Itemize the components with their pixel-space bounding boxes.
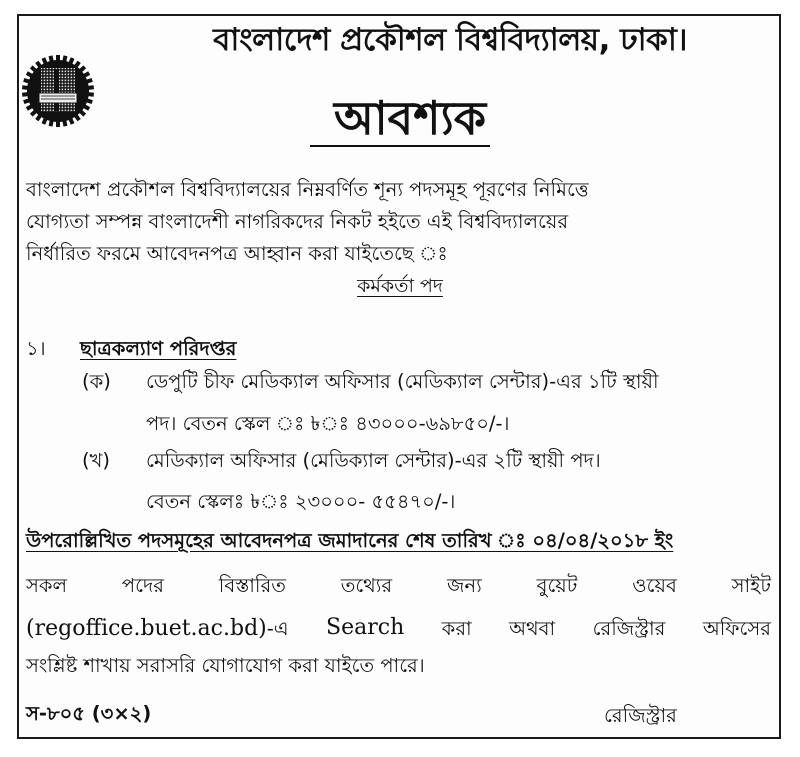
intro-line-2: যোগ্যতা সম্পন্ন বাংলাদেশী নাগরিকদের নিকট হইতে এই বিশ্ববিদ্যালয়ের [26,210,569,233]
signatory: রেজিস্ট্রার [604,704,677,727]
headline-underline [310,145,490,147]
department-name: ছাত্রকল্যাণ পরিদপ্তর [80,337,237,360]
intro-line-1: বাংলাদেশ প্রকৌশল বিশ্ববিদ্যালয়ের নিম্নবর্ণিত শূন্য পদসমূহ পূরণের নিমিত্তে [26,178,589,201]
details-word: বুয়েট [536,574,578,597]
deadline-notice: উপরোল্লিখিত পদসমূহের আবেদনপত্র জমাদানের শেষ তারিখ ঃ ০৪/০৪/২০১৮ ইং [26,529,674,552]
details-line-3: সংশ্লিষ্ট শাখায় সরাসরি যোগাযোগ করা যাইতে পারে। [26,654,425,677]
reference-number: স-৮০৫ (৩×২) [26,702,152,725]
details-word: অফিসের [702,617,771,640]
details-word: রেজিস্ট্রার [592,617,666,640]
website-reference [26,615,289,647]
department-number: ১। [26,337,46,360]
website-suffix: -এ [266,617,289,640]
details-line-1 [26,572,771,604]
position-a-line-1: ডেপুটি চীফ মেডিক্যাল অফিসার (মেডিক্যাল সেন্টার)-এর ১টি স্থায়ী [146,370,659,393]
position-a-line-2: পদ। বেতন স্কেল ঃ ৳ঃ ৪৩০০০-৬৯৮৫০/-। [146,412,510,435]
intro-line-3: নির্ধারিত ফরমে আবেদনপত্র আহ্বান করা যাইতেছে ঃ [26,242,448,265]
headline-wanted: আবশ্যক [334,91,486,145]
section-title-text: কর্মকর্তা পদ [357,275,443,297]
details-line-2 [26,615,771,647]
details-word: অথবা [509,617,556,640]
details-word: বিস্তারিত [218,574,286,597]
details-word: করা [441,617,472,640]
section-title [0,272,800,304]
details-word: তথ্যের [340,574,393,597]
website-url: (regoffice.buet.ac.bd) [26,616,267,641]
details-word: জন্য [447,574,482,597]
search-word: Search [326,615,405,640]
details-word: সাইট [731,574,771,597]
details-word: ওয়েব [632,574,677,597]
position-b-marker: (খ) [82,449,111,472]
position-b-line-2: বেতন স্কেলঃ ৳ঃ ২৩০০০- ৫৫৪৭০/-। [146,490,456,513]
details-word: পদের [121,574,164,597]
details-word: সকল [26,574,68,597]
position-a-marker: (ক) [82,370,111,393]
position-b-line-1: মেডিক্যাল অফিসার (মেডিক্যাল সেন্টার)-এর ২টি স্থায়ী পদ। [146,449,601,472]
buet-logo-icon [22,55,94,127]
institution-title: বাংলাদেশ প্রকৌশল বিশ্ববিদ্যালয়, ঢাকা। [213,22,687,58]
